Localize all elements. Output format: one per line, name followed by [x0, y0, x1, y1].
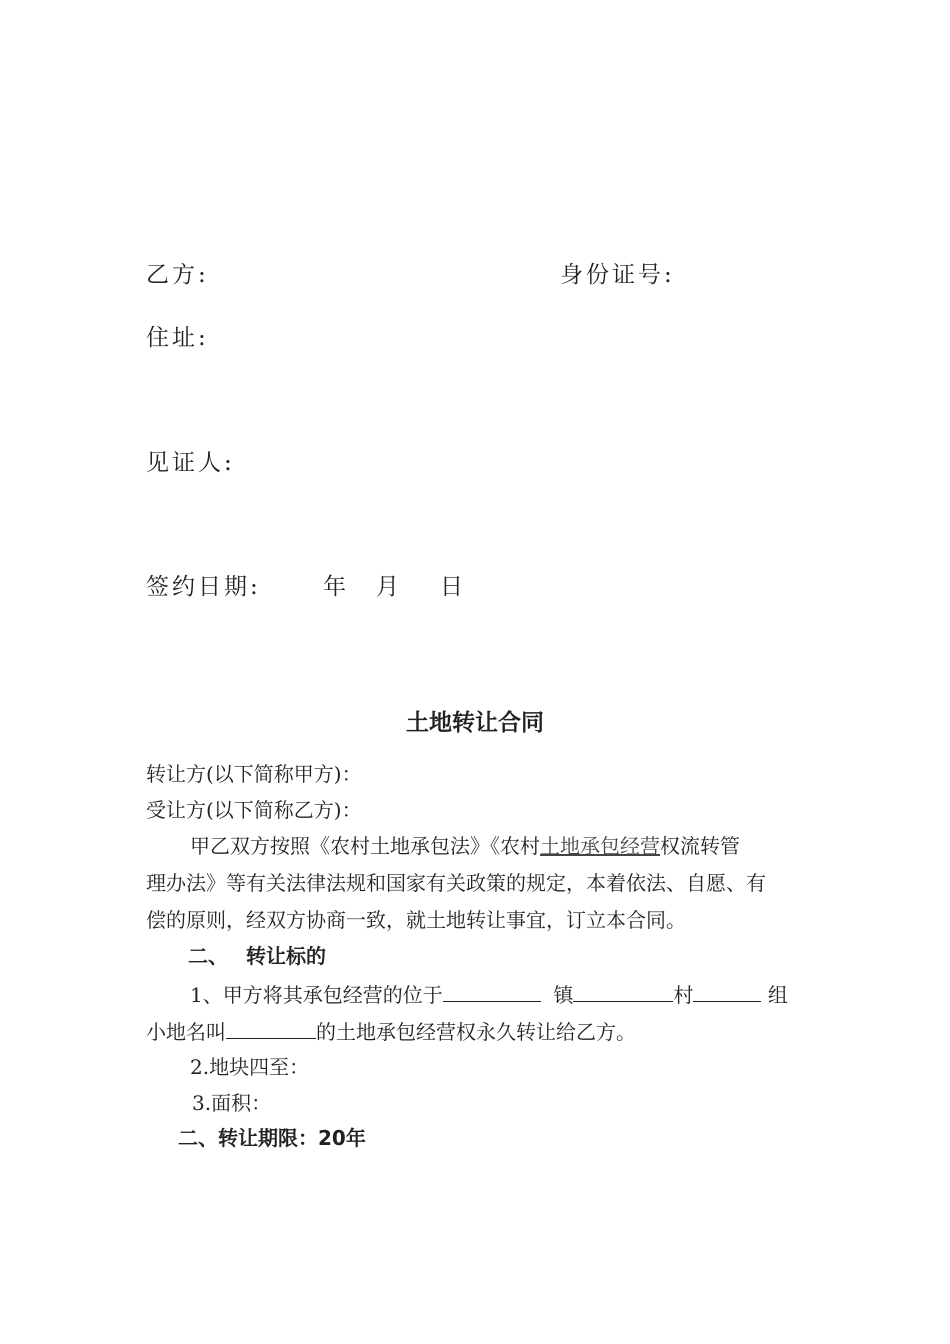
item-1-text-e: 小地名叫 [146, 1020, 226, 1044]
preamble-line-3: 偿的原则，经双方协商一致，就土地转让事宜，订立本合同。 [146, 908, 686, 932]
group-blank [693, 983, 761, 1002]
item-1-town: 镇 [553, 983, 574, 1007]
section-subject-number: 二、 [188, 944, 228, 968]
sign-month: 月 [376, 574, 402, 600]
land-contract-link[interactable]: 土地承包经营 [540, 834, 660, 858]
sign-year: 年 [323, 574, 349, 600]
item-1-village: 村 [673, 983, 694, 1007]
item-2-boundaries: 2.地块四至： [190, 1055, 310, 1079]
sign-day: 日 [440, 574, 466, 600]
preamble-text-a: 甲乙双方按照《农村土地承包法》《农村 [190, 834, 540, 858]
address-label: 住址: [146, 325, 209, 351]
preamble-text-b: 权流转管 [660, 834, 740, 858]
item-3-area: 3.面积： [192, 1091, 272, 1115]
town-blank [443, 983, 541, 1002]
item-1-line-1 [190, 983, 788, 1005]
item-1-group: 组 [767, 983, 788, 1007]
place-name-blank [226, 1020, 316, 1039]
item-1-line-2 [146, 1020, 636, 1042]
village-blank [573, 983, 673, 1002]
id-number-label: 身份证号: [560, 262, 675, 288]
item-1-text-a: 1、甲方将其承包经营的位于 [190, 983, 443, 1007]
item-1-text-f: 的土地承包经营权永久转让给乙方。 [316, 1020, 636, 1044]
party-b-label: 乙方: [146, 262, 209, 288]
transferee-line: 受让方(以下简称乙方)： [146, 798, 362, 822]
preamble-line-1 [190, 836, 740, 856]
contract-title: 土地转让合同 [406, 710, 544, 736]
sign-date-label: 签约日期: [146, 574, 261, 600]
section-subject-title: 转让标的 [246, 944, 326, 968]
witness-label: 见证人: [146, 450, 235, 476]
preamble-line-2: 理办法》等有关法律法规和国家有关政策的规定，本着依法、自愿、有 [146, 871, 766, 895]
section-term: 二、转让期限：20年 [178, 1126, 366, 1150]
transferor-line: 转让方(以下简称甲方)： [146, 762, 362, 786]
